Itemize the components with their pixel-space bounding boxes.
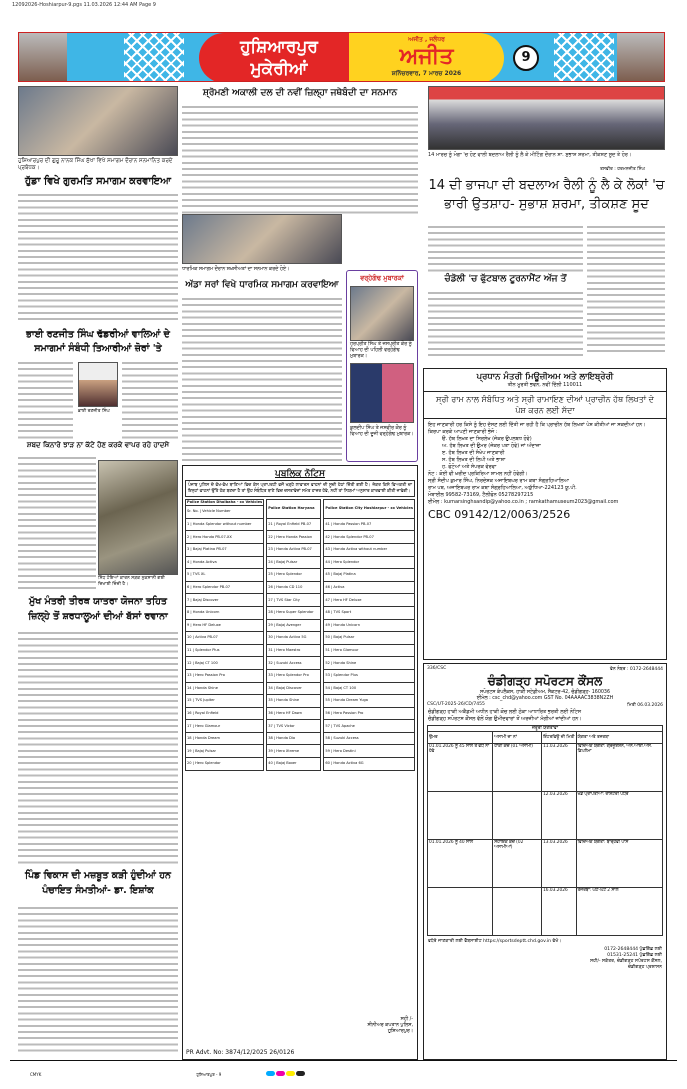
table-row (186, 569, 264, 582)
table-cell: 32 | Suzuki Access (267, 657, 321, 670)
ad-line: ਸ੍ਰੀ ਸੰਦੀਪ ਕੁਮਾਰ ਸਿੰਘ, ਨਿਰਦੇਸ਼ਕ ਅਜਾਇਬਘਰ ਰਾਮ ਕਥਾ ਸੰਗ੍ਰਹਿਆਲਿਆ (428, 478, 569, 484)
headline: ਸ਼੍ਰੋਮਣੀ ਅਕਾਲੀ ਦਲ ਦੀ ਨਵੀਂ ਜ਼ਿਲ੍ਹਾ ਜਥੇਬੰਦੀ ਦਾ ਸਨਮਾਨ (202, 88, 398, 98)
table-row (267, 543, 321, 556)
table-cell: 24 | Bajaj Pulsar (267, 556, 321, 569)
photo-caption: 14 ਮਾਰਚ ਨੂੰ ਮੋਗਾ 'ਚ ਹੋਣ ਵਾਲੀ ਬਦਲਾਅ ਰੈਲੀ ਨੂੰ ਲੈ ਕੇ ਮੀਟਿੰਗ ਦੌਰਾਨ ਸ਼ਾ. ਸੁਭਾਸ਼ ਸ਼ਰਮਾ, ਤੀਕਸ਼ਣ ਸੂਦ ਤੇ ਹੋਰ। (428, 152, 632, 158)
table-row (267, 594, 321, 607)
table-cell: 40 | Bajaj Boxer (267, 758, 321, 771)
ad-line: ਸ. ਹੱਥ ਲਿਖਤ ਦੀ ਲਿਪੀ ਅਤੇ ਭਾਸ਼ਾ (442, 457, 506, 463)
table-row (186, 619, 264, 632)
table-cell: 10 | Activa PB-07 (186, 632, 264, 645)
table-cell: ਖੇਡ ਪ੍ਰਾਪਤੀਆਂ: ਰਾਸ਼ਟਰੀ ਪੱਧਰ (576, 792, 662, 840)
table-cell: 30 | Honda Activa 5G (267, 632, 321, 645)
table-cell: 3 | Bajaj Platina PB-07 (186, 543, 264, 556)
table-row (186, 506, 264, 519)
table-row (324, 531, 415, 544)
table-cell: 27 | TVS Star City (267, 594, 321, 607)
table-cell: 26 | Honda CD 110 (267, 581, 321, 594)
table-header: Police Station City Hoshiarpur - xx Vehicles (324, 500, 415, 519)
table-row (186, 669, 264, 682)
table-row (267, 669, 321, 682)
table-row (267, 732, 321, 745)
table-cell: 6 | Hero Splendor PB-07 (186, 581, 264, 594)
table-row (267, 632, 321, 645)
notice-para: ਚੰਡੀਗੜ੍ਹ ਸਪੋਰਟਸ ਕੌਂਸਲ ਵੱਲੋਂ ਯੋਗ ਉਮੀਦਵਾਰਾਂ ਤੋਂ ਅਰਜ਼ੀਆਂ ਮੰਗੀਆਂ ਜਾਂਦੀਆਂ ਹਨ। (428, 716, 582, 722)
table-row (267, 518, 321, 531)
notice-signatory (367, 1017, 413, 1035)
table-row (324, 682, 415, 695)
table-cell: 01.01.2026 ਨੂੰ 40 ਸਾਲ (428, 840, 493, 888)
article-body (587, 224, 665, 356)
table-row (186, 732, 264, 745)
news-photo (182, 214, 342, 264)
table-cell: 11.03.2026 (542, 744, 576, 792)
table-cell: 55 | Honda Dream Yuga (324, 695, 415, 708)
table-cell: 39 | Hero Xtreme (267, 745, 321, 758)
ad-line: ੲ. ਹੱਥ ਲਿਖਤ ਦੀ ਸੰਖੇਪ ਜਾਣਕਾਰੀ (442, 450, 505, 456)
table-row (324, 657, 415, 670)
table-cell: 15 | TVS Jupiter (186, 695, 264, 708)
ad-address: ਤੀਨ ਮੂਰਤੀ ਭਵਨ, ਨਵੀਂ ਦਿੱਲੀ 110011 (507, 382, 583, 388)
signatory-line: ਸਹੀ /- (400, 1017, 413, 1022)
cmyk-label: CMYK (30, 1072, 42, 1077)
table-cell (428, 792, 493, 840)
table-cell: 2 | Hero Honda PB-07-XX (186, 531, 264, 544)
table-cell: 46 | Activa (324, 581, 415, 594)
ad-line: ਰਾਮ ਪਥ, ਅਜਾਇਬਘਰ ਰਾਮ ਕਥਾ ਸੰਗ੍ਰਹਿਆਲਿਆ, ਅਯੁੱਧਿਆ-224123 ਯੂ.ਪੀ. (428, 485, 577, 491)
edition-title-line1: ਹੁਸ਼ਿਆਰਪੁਰ (240, 37, 318, 57)
vehicle-table (323, 499, 415, 770)
table-row (186, 581, 264, 594)
table-row (267, 606, 321, 619)
table-row (267, 707, 321, 720)
table-cell: ਤਜਰਬਾ: ਘੱਟੋ-ਘੱਟ 2 ਸਾਲ (576, 888, 662, 936)
table-cell: 7 | Bajaj Discover (186, 594, 264, 607)
ad-line: ਈਮੇਲ : kumarsinghsandip@yahoo.co.in ; ramkathamuseum2023@gmail.com (428, 499, 619, 505)
print-registration-bar (10, 1060, 677, 1077)
table-cell: 47 | Hero HF Deluxe (324, 594, 415, 607)
museum-ad (423, 368, 667, 660)
table-cell: 56 | Hero Passion Pro (324, 707, 415, 720)
headline: ਅੱਡਾ ਸਰਾਂ ਵਿਖੇ ਧਾਰਮਿਕ ਸਮਾਗਮ ਕਰਵਾਇਆ (185, 280, 339, 290)
table-cell: 1 | Honda Splendor without number (186, 518, 264, 531)
table-row (324, 695, 415, 708)
article-body (18, 630, 178, 865)
table-cell: 11 | Splendor Plus (186, 644, 264, 657)
table-row (267, 758, 321, 771)
ad-line: ਹ. ਫੋਟੋਆਂ ਅਤੇ ਸੰਪਰਕ ਵੇਰਵਾ (442, 464, 497, 470)
headline: ਭਾਈ ਰਣਜੀਤ ਸਿੰਘ ਢੱਡਰੀਆਂ ਵਾਲਿਆਂ ਦੇ ਸਮਾਗਮਾਂ ਸੰਬੰਧੀ ਤਿਆਰੀਆਂ ਜ਼ੋਰਾਂ 'ਤੇ (26, 329, 170, 354)
masthead-pattern (124, 33, 184, 82)
public-notice (182, 465, 418, 1060)
table-cell (493, 888, 542, 936)
article-body (18, 360, 73, 440)
table-cell: 16 | Royal Enfield (186, 707, 264, 720)
notice-date: ਮਿਤੀ 06.03.2026 (627, 703, 663, 708)
headline: ਹੁੱਡਾ ਵਿਖੇ ਗੁਰਮਤਿ ਸਮਾਗਮ ਕਰਵਾਇਆ (25, 176, 171, 187)
couple-photo (350, 286, 414, 341)
headline: ਸ਼ਬਦ ਕਿਨਾਰੇ ਝਾੜ ਨਾ ਕੱਟੇ ਹੋਣ ਕਰਕੇ ਵਾਪਰ ਰਹੇ ਹਾਦਸੇ (26, 441, 170, 449)
photo-caption: ਹੁਸ਼ਿਆਰਪੁਰ ਦੀ ਗੁਰੂ ਨਾਨਕ ਸਿੰਘ ਸੁੱਖਾ ਵਿਖੇ ਸਮਾਗਮ ਦੌਰਾਨ ਸਨਮਾਨਿਤ ਕਰਦੇ ਪ੍ਰਬੰਧਕ। (18, 158, 173, 171)
table-cell: 34 | Bajaj Discover (267, 682, 321, 695)
ad-title: ਸ੍ਰੀ ਰਾਮ ਨਾਲ ਸੰਬੰਧਿਤ ਅਤੇ ਸ੍ਰੀ ਰਾਮਾਇਣ ਦੀਆਂ ਪ੍ਰਾਚੀਨ ਹੱਥ ਲਿਖਤਾਂ ਦੇ ਪੇਸ਼ ਕਰਨ ਲਈ ਸੱਦਾ (424, 391, 666, 419)
table-row (324, 581, 415, 594)
greetings-box (346, 270, 418, 462)
photo-credit: ਤਸਵੀਰ : ਹਰਮਨਜੀਤ ਸਿੰਘ (600, 167, 645, 172)
table-row (186, 644, 264, 657)
masthead-photo-right (617, 33, 665, 82)
brand-block (349, 33, 504, 82)
table-cell: 5 | TVS XL (186, 569, 264, 582)
masthead-photo-left (19, 33, 67, 82)
sports-council-ad (423, 663, 667, 1060)
table-row (186, 695, 264, 708)
table-row (267, 531, 321, 544)
phone-number: ਫੋਨ ਨੰਬਰ : 0172-2648444 (609, 667, 663, 672)
table-cell: 14 | Honda Shine (186, 682, 264, 695)
ad-contact: ਈਮੇਲ : csc_chd@yahoo.com GST No. 04AAAAC3838N2ZH (476, 696, 614, 701)
headline: ਚੰਡੋਲੀ 'ਚ ਫੁੱਟਬਾਲ ਟੂਰਨਾਮੈਂਟ ਅੱਜ ਤੋਂ (444, 274, 567, 284)
table-cell: 01.01.2026 ਨੂੰ 45 ਸਾਲ ਤੋਂ ਵੱਧ ਨਾ ਹੋਵੇ (428, 744, 493, 792)
table-cell: 12.03.2026 (542, 792, 576, 840)
table-row (186, 556, 264, 569)
table-row (324, 518, 415, 531)
brand-logo: ਅਜੀਤ (399, 44, 454, 69)
table-row (324, 606, 415, 619)
table-cell: 52 | Honda Shine (324, 657, 415, 670)
table-row (267, 569, 321, 582)
table-header-row (428, 732, 663, 744)
table-cell: ਵਿੱਦਿਅਕ ਯੋਗਤਾ: ਗ੍ਰੈਜੂਏਸ਼ਨ, ਐੱਨ.ਆਈ.ਐੱਸ. ਡਿਪਲੋਮਾ (576, 744, 662, 792)
ad-org: ਚੰਡੀਗੜ੍ਹ ਸਪੋਰਟਸ ਕੌਂਸਲ (487, 674, 603, 688)
table-row (267, 657, 321, 670)
table-cell: 19 | Bajaj Pulsar (186, 745, 264, 758)
ad-line: ਇਹ ਜਾਣਕਾਰੀ ਹਰ ਕਿਸੇ ਨੂੰ ਇਹ ਦੱਸਣ ਲਈ ਦਿੱਤੀ ਜਾ ਰਹੀ ਹੈ ਕਿ ਪ੍ਰਾਚੀਨ ਹੱਥ ਲਿਖਤਾਂ ਪੇਸ਼ ਕੀਤੀਆਂ ਜਾ ਸਕਦੀਆਂ ਹਨ। (428, 422, 646, 428)
issue-date: ਸ਼ਨਿੱਚਰਵਾਰ, 7 ਮਾਰਚ 2026 (391, 70, 462, 77)
table-cell: 38 | Honda Dio (267, 732, 321, 745)
phone-line: 0172-2648444 ਪੁੱਛਗਿੱਛ ਲਈ (604, 947, 662, 952)
table-row (186, 720, 264, 733)
table-cell: 28 | Hero Super Splendor (267, 606, 321, 619)
table-row (186, 745, 264, 758)
table-title: ਜ਼ਰੂਰੀ ਯੋਗਤਾਵਾਂ (428, 726, 663, 732)
table-row (186, 707, 264, 720)
portrait-photo (78, 362, 118, 407)
table-cell: 20 | Hero Splendor (186, 758, 264, 771)
table-row (186, 758, 264, 771)
article-body (18, 905, 178, 1055)
signatory-line: ਚੰਡੀਗੜ੍ਹ ਪ੍ਰਸ਼ਾਸਨ (627, 965, 662, 970)
table-row (186, 682, 264, 695)
article-body (18, 192, 178, 322)
vehicle-table (266, 499, 321, 770)
table-cell: 29 | Bajaj Avenger (267, 619, 321, 632)
table-row (186, 518, 264, 531)
couple-photo (350, 363, 414, 423)
table-header: Police Station Dholbaha - xx Vehicles (187, 500, 263, 505)
table-row (324, 707, 415, 720)
vehicle-table (185, 499, 264, 770)
ad-body (424, 422, 666, 506)
photo-caption: ਭਾਈ ਰਣਜੀਤ ਸਿੰਘ (78, 409, 110, 414)
table-cell (493, 792, 542, 840)
vehicle-tables (185, 499, 415, 770)
table-row (267, 619, 321, 632)
table-cell: 36 | Hero HF Dawn (267, 707, 321, 720)
ad-org: ਪ੍ਰਧਾਨ ਮੰਤਰੀ ਮਿਊਜ਼ੀਅਮ ਅਤੇ ਲਾਇਬ੍ਰੇਰੀ (476, 372, 614, 382)
table-row (186, 543, 264, 556)
ad-line: ਨੋਟ : ਕੋਈ ਵੀ ਖ਼ਰੀਦ ਪ੍ਰਕਿਰਿਆ ਸ਼ਾਮਲ ਨਹੀਂ ਹੋਵੇਗੀ। (428, 471, 528, 477)
table-row (267, 644, 321, 657)
table-row (186, 632, 264, 645)
table-row (324, 669, 415, 682)
table-row (267, 720, 321, 733)
news-photo (18, 86, 178, 156)
table-row (267, 682, 321, 695)
table-cell: 16.03.2026 (542, 888, 576, 936)
file-number: CSC/UT-2025-26/CD/7455 (427, 702, 485, 707)
ad-line: ਮੋਬਾਈਲ 99582-73169, ਟੈਲੀਫੋਨ 05278297215 (428, 492, 534, 498)
table-row (267, 745, 321, 758)
table-cell: 4 | Honda Activa (186, 556, 264, 569)
table-cell: 18 | Honda Dream (186, 732, 264, 745)
meeting-photo (428, 86, 665, 150)
edition-title (199, 33, 359, 82)
table-cell: 59 | Hero Destini (324, 745, 415, 758)
table-header: ਉਮਰ (428, 732, 493, 744)
table-cell: 8 | Honda Unicorn (186, 606, 264, 619)
notice-subject: ਚੰਡੀਗੜ੍ਹ ਹਾਕੀ ਅਕੈਡਮੀ ਅਧੀਨ ਹਾਕੀ ਕੋਚ ਲਈ ਠੇਕਾ ਆਧਾਰਿਤ ਭਰਤੀ ਲਈ ਨੋਟਿਸ (428, 709, 582, 715)
print-slug: 12092026-Hoshiarpur-9.pgs 11.03.2026 12:44 AM Page 9 (12, 2, 156, 8)
greetings-label: ਵਰ੍ਹੇਗੰਢ ਮੁਬਾਰਕਾਂ (360, 274, 404, 282)
table-row (428, 744, 663, 792)
signatory-line: ਸਹੀ/- ਸਕੱਤਰ, ਚੰਡੀਗੜ੍ਹ ਸਪੋਰਟਸ ਕੌਂਸਲ, (590, 959, 662, 964)
article-body (122, 360, 178, 440)
table-row (186, 657, 264, 670)
table-row (324, 732, 415, 745)
ad-line: ਅ. ਹੱਥ ਲਿਖਤ ਦੀ ਉਮਰ (ਜੇਕਰ ਪਤਾ ਹੋਵੇ) ਜਾਂ ਅੰਦਾਜ਼ਾ (442, 443, 541, 449)
table-row (324, 569, 415, 582)
table-cell: 37 | TVS Victor (267, 720, 321, 733)
photo-caption: ਕੁਲਦੀਪ ਸਿੰਘ ਤੇ ਜਸਵੀਰ ਕੌਰ ਨੂੰ ਵਿਆਹ ਦੀ ਦੂਜੀ ਵਰ੍ਹੇਗੰਢ ਮੁਬਾਰਕ। (350, 426, 414, 437)
notice-footer: ਵਧੇਰੇ ਜਾਣਕਾਰੀ ਲਈ ਵੈੱਬਸਾਈਟ https://sportsdeptt.chd.gov.in ਵੇਖੋ। (428, 939, 562, 944)
table-row (324, 720, 415, 733)
table-cell: 13 | Hero Passion Pro (186, 669, 264, 682)
table-row (428, 792, 663, 840)
article-body (18, 455, 96, 590)
edition-label: ਅਜੀਤ , ਜਲੰਧਰ (408, 36, 445, 43)
table-header: ਅਸਾਮੀ ਦਾ ਨਾਂ (493, 732, 542, 744)
table-cell (428, 888, 493, 936)
headline: 14 ਦੀ ਭਾਜਪਾ ਦੀ ਬਦਲਾਅ ਰੈਲੀ ਨੂੰ ਲੈ ਕੇ ਲੋਕਾਂ 'ਚ ਭਾਰੀ ਉਤਸ਼ਾਹ- ਸੁਭਾਸ਼ ਸ਼ਰਮਾ, ਤੀਕਸ਼ਣ ਸੂਦ (428, 178, 665, 212)
table-cell: 44 | Hero Splendor (324, 556, 415, 569)
table-cell: 23 | Honda Activa PB-07 (267, 543, 321, 556)
table-cell: 57 | TVS Apache (324, 720, 415, 733)
table-cell: 35 | Honda Shine (267, 695, 321, 708)
table-row (324, 619, 415, 632)
table-row (428, 888, 663, 936)
ad-line: ੳ. ਹੱਥ ਲਿਖਤ ਦਾ ਸਿਰਲੇਖ (ਜੇਕਰ ਉਪਲਬਧ ਹੋਵੇ) (442, 436, 532, 442)
table-row (267, 695, 321, 708)
table-row (324, 758, 415, 771)
headline: ਪਿੰਡ ਵਿਕਾਸ ਦੀ ਮਜ਼ਬੂਤ ਕੜੀ ਹੁੰਦੀਆਂ ਹਨ ਪੰਚਾਇਤ ਸੰਮਤੀਆਂ- ਡਾ. ਇਸ਼ਾਂਕ (25, 870, 171, 896)
table-row (324, 644, 415, 657)
signatory-line: ਹੁਸ਼ਿਆਰਪੁਰ। (387, 1029, 413, 1034)
table-cell: Sr. No. | Vehicle Number (186, 506, 264, 519)
table-cell: 51 | Hero Glamour (324, 644, 415, 657)
headline: ਮੁੱਖ ਮੰਤਰੀ ਤੀਰਥ ਯਾਤਰਾ ਯੋਜਨਾ ਤਹਿਤ ਜ਼ਿਲ੍ਹੇ ਤੋਂ ਸ਼ਰਧਾਲੂਆਂ ਦੀਆਂ ਬੱਸਾਂ ਰਵਾਨਾ (28, 596, 168, 622)
table-cell: 48 | TVS Sport (324, 606, 415, 619)
table-cell: 12 | Bajaj CT 100 (186, 657, 264, 670)
table-cell: 49 | Honda Unicorn (324, 619, 415, 632)
table-row (324, 632, 415, 645)
table-row (324, 745, 415, 758)
notice-title: ਪਬਲਿਕ ਨੋਟਿਸ (275, 469, 325, 479)
table-cell: ਸਹਾਇਕ ਕੋਚ (02 ਅਸਾਮੀਆਂ) (493, 840, 542, 888)
photo-caption: ਹਰਪ੍ਰੀਤ ਸਿੰਘ ਤੇ ਜਸਪ੍ਰੀਤ ਕੌਰ ਨੂੰ ਵਿਆਹ ਦੀ ਪਹਿਲੀ ਵਰ੍ਹੇਗੰਢ ਮੁਬਾਰਕ। (350, 342, 412, 359)
table-cell: 21 | Royal Enfield PB-07 (267, 518, 321, 531)
table-cell: 50 | Bajaj Pulsar (324, 632, 415, 645)
edition-title-line2: ਮੁਕੇਰੀਆਂ (250, 59, 308, 79)
article-body (428, 290, 583, 356)
masthead-pattern (554, 33, 614, 82)
table-cell: 42 | Honda Splendor PB-07 (324, 531, 415, 544)
phone-line: 01531-25241 ਪੁੱਛਗਿੱਛ ਲਈ (607, 953, 662, 958)
advt-number: PR Advt. No: 3874/12/2025 26/0126 (186, 1049, 295, 1056)
ad-line: ਕਿਰਪਾ ਕਰਕੇ ਆਪਣੀ ਜਾਣਕਾਰੀ ਭੇਜੋ : (428, 429, 498, 435)
table-row (324, 543, 415, 556)
table-cell: 45 | Bajaj Platina (324, 569, 415, 582)
signatory-line: ਸੀਨੀਅਰ ਕਪਤਾਨ ਪੁਲਿਸ, (367, 1023, 413, 1028)
table-cell: ਹਾਕੀ ਕੋਚ (01 ਅਸਾਮੀ) (493, 744, 542, 792)
table-header: ਯੋਗਤਾ ਅਤੇ ਤਜਰਬਾ (576, 732, 662, 744)
table-cell: ਵਿੱਦਿਅਕ ਯੋਗਤਾ: ਬਾਰ੍ਹਵੀਂ ਪਾਸ (576, 840, 662, 888)
table-row (324, 556, 415, 569)
table-row (324, 594, 415, 607)
table-cell: 53 | Splendor Plus (324, 669, 415, 682)
article-body (428, 224, 583, 272)
photo-caption: ਧਾਰਮਿਕ ਸਮਾਗਮ ਦੌਰਾਨ ਸ਼ਖ਼ਸੀਅਤਾਂ ਦਾ ਸਨਮਾਨ ਕਰਦੇ ਹੋਏ। (182, 267, 290, 272)
table-cell: 43 | Honda Activa without number (324, 543, 415, 556)
table-cell: 25 | Hero Splendor (267, 569, 321, 582)
table-cell: 60 | Honda Activa 6G (324, 758, 415, 771)
ad-code: CBC 09142/12/0063/2526 (428, 508, 571, 521)
table-cell: 22 | Hero Honda Passion (267, 531, 321, 544)
ref-number: 336/CSC (427, 666, 447, 671)
article-body (182, 296, 342, 462)
table-row (186, 594, 264, 607)
eligibility-table (427, 725, 663, 936)
table-row (267, 581, 321, 594)
table-cell: 31 | Hero Maestro (267, 644, 321, 657)
table-row (186, 531, 264, 544)
table-header: ਇੰਟਰਵਿਊ ਦੀ ਮਿਤੀ (542, 732, 576, 744)
table-header: Police Station Haryana (267, 500, 321, 519)
table-cell: 17 | Hero Glamour (186, 720, 264, 733)
article-body (182, 104, 418, 214)
roadside-photo (98, 460, 178, 575)
masthead (18, 32, 665, 82)
table-cell: 13.03.2026 (542, 840, 576, 888)
table-cell: 58 | Suzuki Access (324, 732, 415, 745)
table-row (267, 556, 321, 569)
ad-address: ਸਪੋਰਟਸ ਕੰਪਲੈਕਸ, ਹਾਕੀ ਸਟੇਡੀਅਮ, ਸੈਕਟਰ-42, ਚੰਡੀਗੜ੍ਹ- 160036 (479, 690, 611, 695)
table-cell: 41 | Honda Passion PB-07 (324, 518, 415, 531)
table-cell: 33 | Hero Splendor Pro (267, 669, 321, 682)
page-footer: ਹੁਸ਼ਿਆਰਪੁਰ - 9 (196, 1072, 222, 1077)
color-dots (266, 1061, 306, 1080)
table-cell: 9 | Hero HF Deluxe (186, 619, 264, 632)
page-number: 9 (513, 45, 539, 71)
table-row (186, 606, 264, 619)
table-row (428, 840, 663, 888)
table-cell: 54 | Bajaj CT 100 (324, 682, 415, 695)
photo-caption: ਸਿੱਧ ਟੋਇਆਂ ਕਾਰਨ ਸੜਕ ਨੁਕਸਾਨੀ ਗਈ ਦਿਖਾਈ ਦਿੰਦੀ ਹੈ। (98, 576, 165, 587)
notice-intro: ਪੰਜਾਬ ਪੁਲਿਸ ਦੇ ਵੱਖ-ਵੱਖ ਥਾਣਿਆਂ ਵਿਚ ਕੇਸ ਪ੍ਰਾਪਰਟੀ ਵਜੋਂ ਖੜ੍ਹੇ ਲਾਵਾਰਸ ਵਾਹਨਾਂ ਦੀ ਸੂਚੀ ਹੇਠਾਂ ਦਿੱਤੀ ਗਈ ਹੈ। ਜੇਕਰ ਕਿਸੇ ਵਿਅਕਤੀ ਦਾ ਇਨ੍ਹਾਂ ਵਾਹਨਾਂ ਉੱਤੇ ਹੱਕ ਬਣਦਾ ਹੈ ਤਾਂ ਉਹ ਸੰਬੰਧਿਤ ਥਾਣੇ ਵਿਚ ਦਸਤਾਵੇਜ਼ਾਂ ਸਮੇਤ ਹਾਜ਼ਰ ਹੋਵੇ, ਨਹੀਂ ਤਾਂ ਨਿਯਮਾਂ ਅਨੁਸਾਰ ਕਾਰਵਾਈ ਕੀਤੀ ਜਾਵੇਗੀ। (185, 480, 415, 497)
